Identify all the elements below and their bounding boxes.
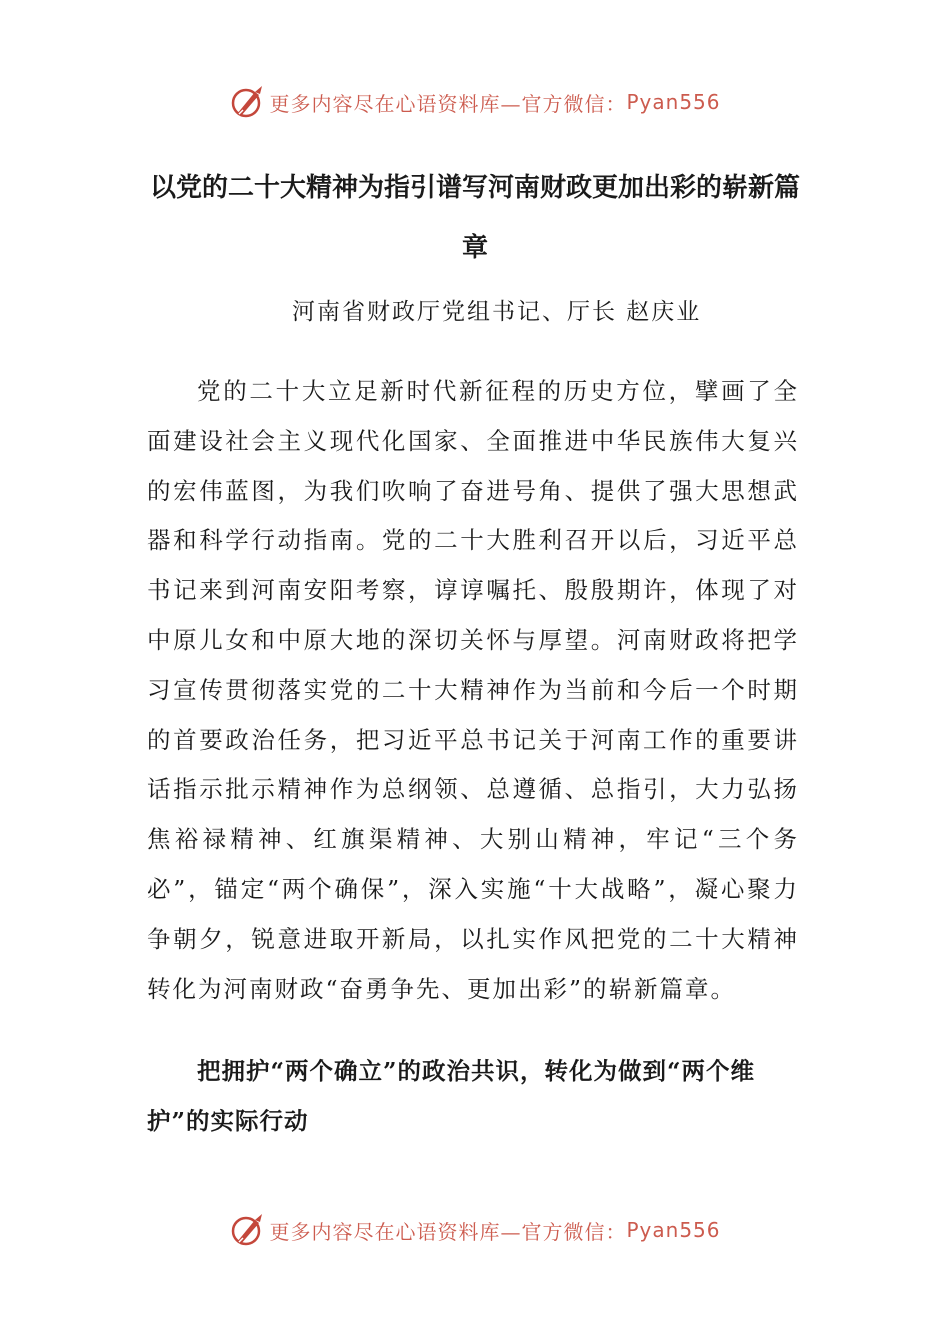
- watermark-footer: [0, 1210, 950, 1250]
- watermark-text: 更多内容尽在心语资料库—官方微信：: [269, 1219, 627, 1244]
- body-paragraph: 党的二十大立足新时代新征程的历史方位，擘画了全面建设社会主义现代化国家、全面推进中华民族伟大复兴的宏伟蓝图，为我们吹响了奋进号角、提供了强大思想武器和科学行动指南。党的二十大胜利召开以后，习近平总书记来到河南安阳考察，谆谆嘱托、殷殷期许，体现了对中原儿女和中原大地的深切关怀与厚望。河南财政将把学习宣传贯彻落实党的二十大精神作为当前和今后一个时期的首要政治任务，把习近平总书记关于河南工作的重要讲话指示批示精神作为总纲领、总遵循、总指引，大力弘扬焦裕禄精神、红旗渠精神、大别山精神，牢记“三个务必”，锚定“两个确保”，深入实施“十大战略”，凝心聚力争朝夕，锐意进取开新局，以扎实作风把党的二十大精神转化为河南财政“奋勇争先、更加出彩”的崭新篇章。: [147, 377, 799, 1003]
- author-line: 河南省财政厅党组书记、厅长 赵庆业: [292, 299, 702, 325]
- page-title: 以党的二十大精神为指引谱写河南财政更加出彩的崭新篇章: [150, 173, 801, 263]
- section-heading: 把拥护“两个确立”的政治共识，转化为做到“两个维护”的实际行动: [147, 1057, 756, 1135]
- watermark-text: 更多内容尽在心语资料库—官方微信：: [269, 91, 627, 116]
- pen-quill-icon: [229, 1212, 265, 1248]
- watermark-header: [0, 82, 950, 122]
- pen-quill-icon: [229, 84, 265, 120]
- watermark-wechat-id: Pyan556: [626, 1218, 721, 1242]
- watermark-wechat-id: Pyan556: [626, 90, 721, 114]
